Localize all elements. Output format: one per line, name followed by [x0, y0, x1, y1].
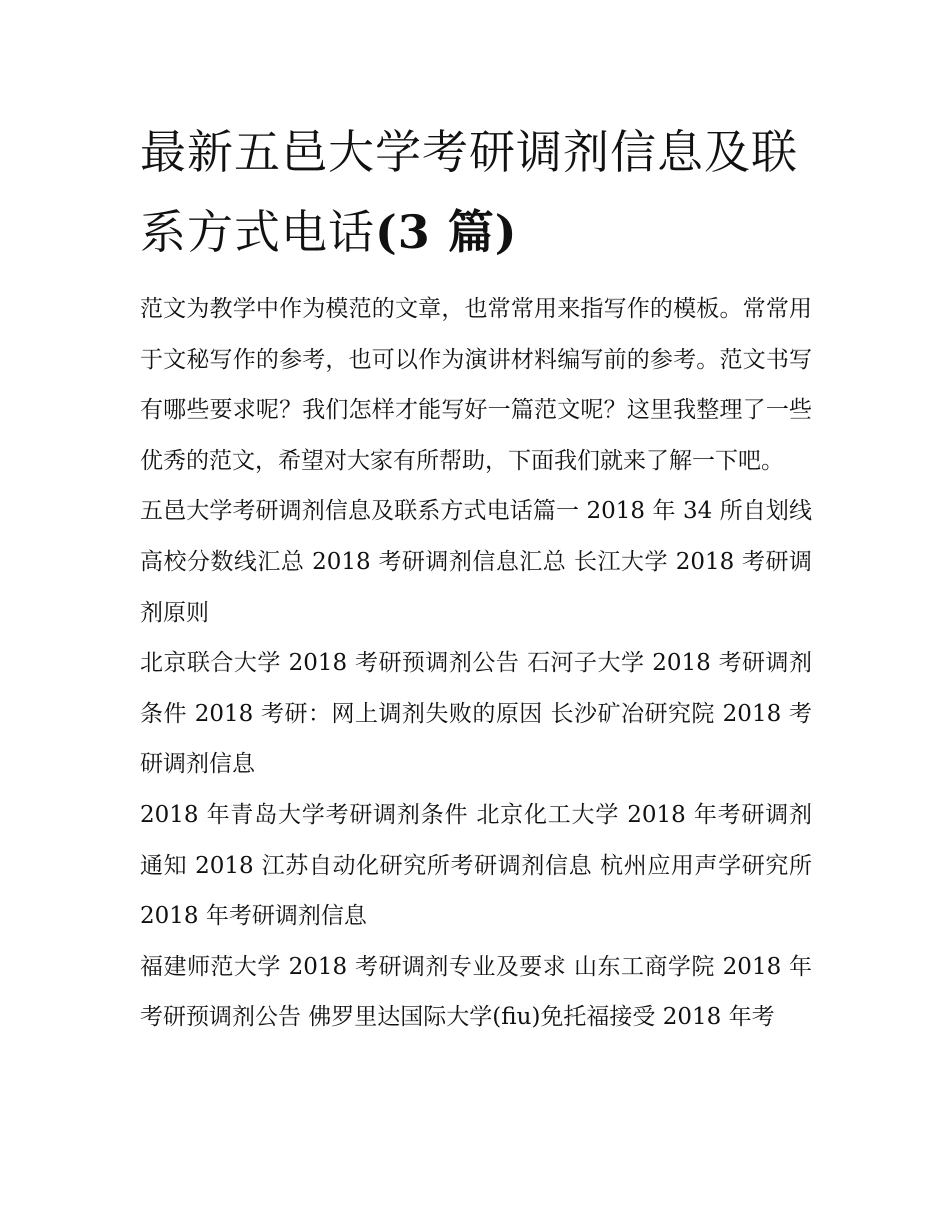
document-title-text: 最新五邑大学考研调剂信息及联系方式电话 [140, 125, 798, 259]
intro-paragraph: 范文为教学中作为模范的文章，也常常用来指写作的模板。常常用于文秘写作的参考，也可以作为演讲材料编写前的参考。范文书写有哪些要求呢？我们怎样才能写好一篇范文呢？这里我整理了一些优秀的范文，希望对大家有所帮助，下面我们就来了解一下吧。 [140, 296, 812, 474]
body-paragraph-1: 五邑大学考研调剂信息及联系方式电话篇一 2018 年 34 所自划线高校分数线汇总 2018 考研调剂信息汇总 长江大学 2018 考研调剂原则 [140, 498, 812, 626]
body-paragraph-4: 福建师范大学 2018 考研调剂专业及要求 山东工商学院 2018 年考研预调剂公告 佛罗里达国际大学(fiu)免托福接受 2018 年考 [140, 953, 812, 1031]
body-paragraph-3: 2018 年青岛大学考研调剂条件 北京化工大学 2018 年考研调剂通知 2018 江苏自动化研究所考研调剂信息 杭州应用声学研究所 2018 年考研调剂信息 [140, 801, 812, 930]
document-title [140, 112, 812, 272]
document-title-suffix: (3 篇) [375, 205, 518, 259]
body-paragraph-2: 北京联合大学 2018 考研预调剂公告 石河子大学 2018 考研调剂条件 2018 考研：网上调剂失败的原因 长沙矿冶研究院 2018 考研调剂信息 [140, 650, 812, 778]
document-page [140, 112, 812, 1043]
